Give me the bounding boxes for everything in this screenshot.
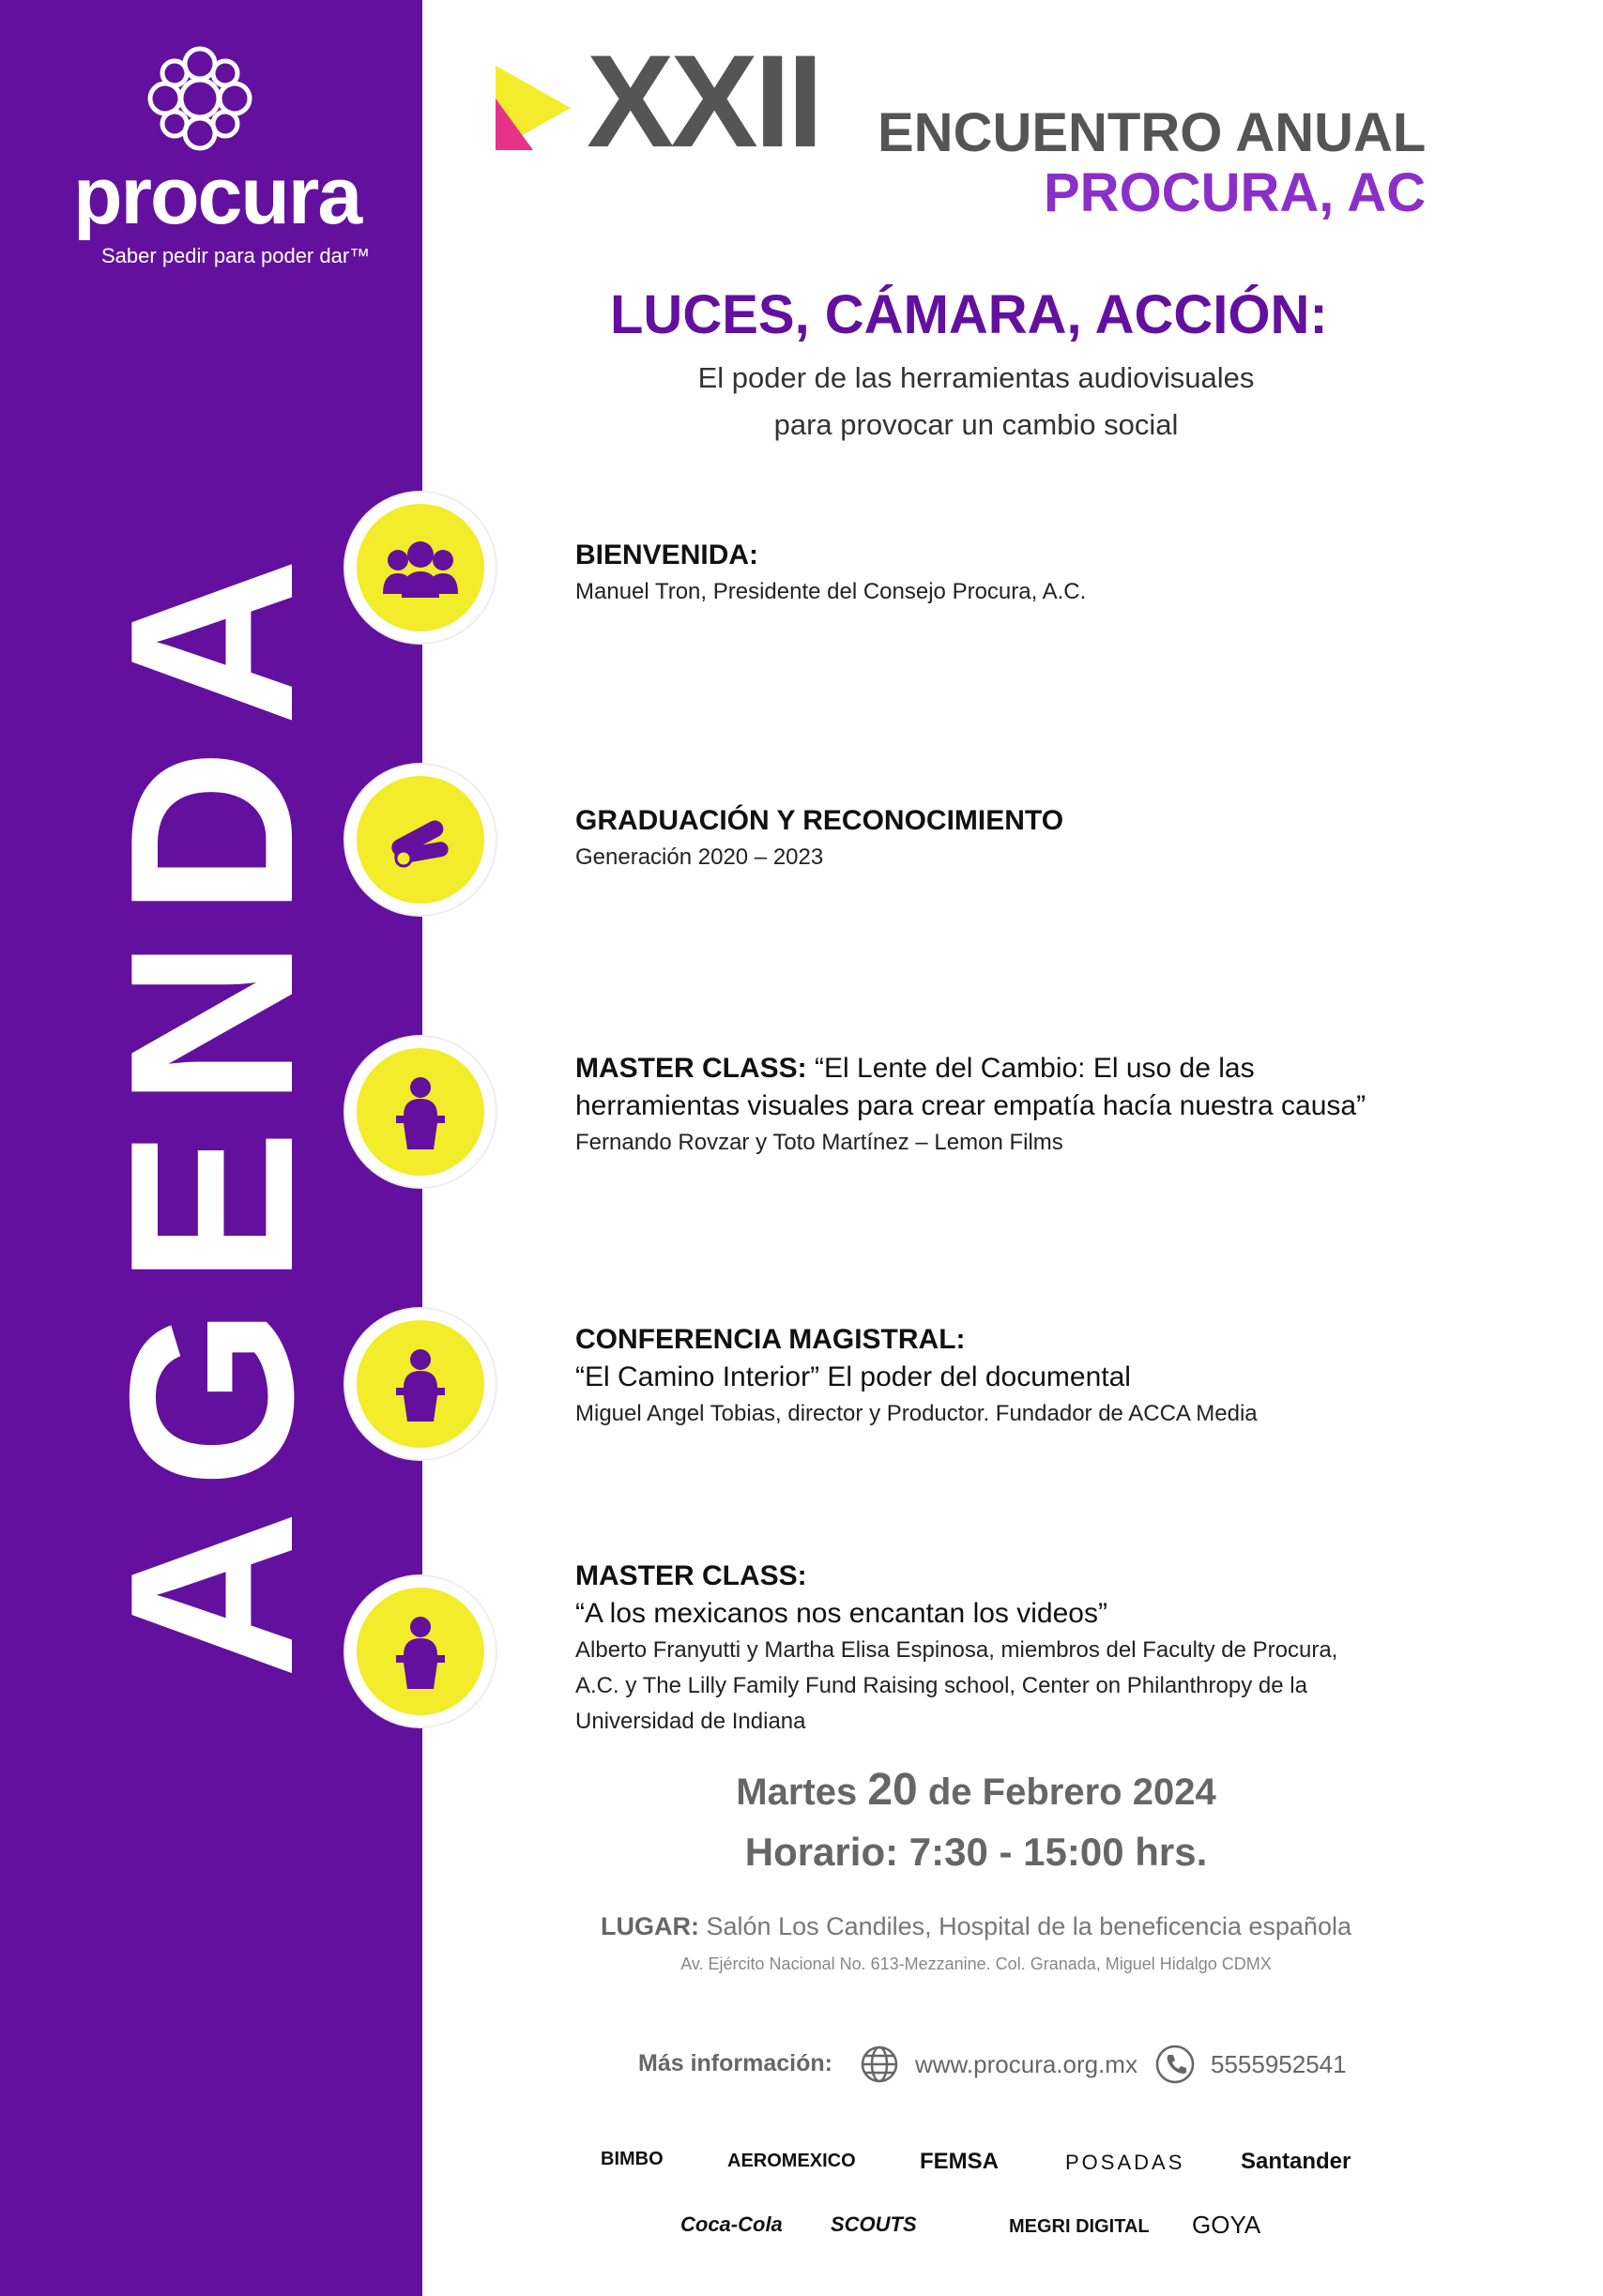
- logo-wordmark: procura: [73, 151, 361, 241]
- agenda-item-title-row: [575, 1050, 1439, 1087]
- agenda-item-title: MASTER CLASS:: [575, 1053, 807, 1084]
- theme-title: LUCES, CÁMARA, ACCIÓN:: [610, 284, 1328, 345]
- more-info-label: Más información:: [638, 2050, 832, 2076]
- procura-emblem-icon: [139, 38, 261, 160]
- agenda-item-title: CONFERENCIA MAGISTRAL:: [575, 1324, 966, 1355]
- theme-subtitle-line: El poder de las herramientas audiovisuales: [697, 361, 1255, 394]
- agenda-item-conference: [575, 1321, 1439, 1432]
- agenda-item-line: “A los mexicanos nos encantan los videos”: [575, 1598, 1107, 1629]
- organization-name: PROCURA, AC: [1044, 162, 1427, 223]
- diploma-scroll-icon: [377, 797, 464, 883]
- agenda-item-welcome: [575, 537, 1439, 610]
- agenda-item-master-class-2: [575, 1558, 1439, 1740]
- graduation-icon-badge: [345, 765, 496, 915]
- event-weekday: Martes: [736, 1771, 858, 1813]
- event-day: 20: [867, 1765, 918, 1815]
- master-class-icon-badge: [345, 1037, 496, 1187]
- theme-subtitle-line: para provocar un cambio social: [773, 408, 1179, 441]
- agenda-item-master-class-1: [575, 1050, 1439, 1161]
- sponsor-scouts-logo: SCOUTS: [831, 2212, 917, 2236]
- sponsor-goya-logo: GOYA: [1192, 2211, 1261, 2239]
- sponsor-cocacola-logo: Coca-Cola: [680, 2212, 783, 2236]
- event-date: [563, 1764, 1389, 1816]
- procura-logo: [73, 38, 371, 267]
- master-class-icon-badge: [345, 1576, 496, 1726]
- logo-tagline: Saber pedir para poder dar™: [101, 244, 371, 267]
- venue: [563, 1912, 1389, 1941]
- sponsor-posadas-logo: POSADAS: [1065, 2151, 1185, 2174]
- agenda-item-title: BIENVENIDA:: [575, 540, 759, 570]
- vertical-agenda-title: AGENDA: [81, 535, 342, 1680]
- website-link[interactable]: www.procura.org.mx: [915, 2050, 1137, 2078]
- sponsor-aeromexico-logo: AEROMEXICO: [727, 2151, 856, 2171]
- agenda-item-graduation: [575, 802, 1439, 875]
- sponsor-bimbo-logo: BIMBO: [601, 2149, 664, 2169]
- agenda-item-detail: Universidad de Indiana: [575, 1709, 806, 1734]
- venue-label: LUGAR:: [601, 1912, 699, 1940]
- venue-address: Av. Ejército Nacional No. 613-Mezzanine. Col. Granada, Miguel Hidalgo CDMX: [680, 1954, 1272, 1973]
- agenda-item-detail: Alberto Franyutti y Martha Elisa Espinosa, miembros del Faculty de Procura,: [575, 1637, 1338, 1663]
- agenda-item-title: MASTER CLASS:: [575, 1560, 807, 1591]
- agenda-item-inline-text: “El Lente del Cambio: El uso de las: [815, 1053, 1255, 1084]
- agenda-item-detail: Fernando Rovzar y Toto Martínez – Lemon Films: [575, 1130, 1063, 1155]
- venue-name: Salón Los Candiles, Hospital de la beneficencia española: [706, 1912, 1351, 1940]
- phone-number[interactable]: 5555952541: [1211, 2050, 1347, 2078]
- speaker-podium-icon: [377, 1608, 464, 1695]
- agenda-item-detail: Miguel Angel Tobias, director y Productor. Fundador de ACCA Media: [575, 1401, 1258, 1426]
- event-name: ENCUENTRO ANUAL: [878, 102, 1427, 163]
- speaker-podium-icon: [377, 1341, 464, 1427]
- sponsor-megri-digital-logo: MEGRI DIGITAL: [1009, 2216, 1150, 2237]
- agenda-item-detail: A.C. y The Lilly Family Fund Raising school, Center on Philanthropy de la: [575, 1673, 1307, 1698]
- agenda-item-line: “El Camino Interior” El poder del documental: [575, 1361, 1131, 1392]
- sponsor-femsa-logo: FEMSA: [920, 2149, 999, 2174]
- agenda-item-title: GRADUACIÓN Y RECONOCIMIENTO: [575, 805, 1064, 836]
- event-time: Horario: 7:30 - 15:00 hrs.: [744, 1830, 1208, 1874]
- theme-subtitle: [648, 355, 1305, 449]
- sponsor-santander-logo: Santander: [1241, 2149, 1351, 2174]
- conference-icon-badge: [345, 1309, 496, 1459]
- agenda-item-line: herramientas visuales para crear empatía hacía nuestra causa”: [575, 1090, 1366, 1121]
- globe-icon: [859, 2044, 900, 2085]
- agenda-item-detail: Manuel Tron, Presidente del Consejo Procura, A.C.: [575, 579, 1087, 604]
- welcome-icon-badge: [345, 493, 496, 643]
- group-people-icon: [377, 525, 464, 611]
- edition-number: XXII: [587, 27, 820, 175]
- play-triangle-icon: [496, 66, 571, 150]
- speaker-podium-icon: [377, 1069, 464, 1155]
- phone-icon: [1154, 2044, 1196, 2085]
- agenda-item-detail: Generación 2020 – 2023: [575, 844, 824, 870]
- event-month-year: de Febrero 2024: [927, 1771, 1216, 1813]
